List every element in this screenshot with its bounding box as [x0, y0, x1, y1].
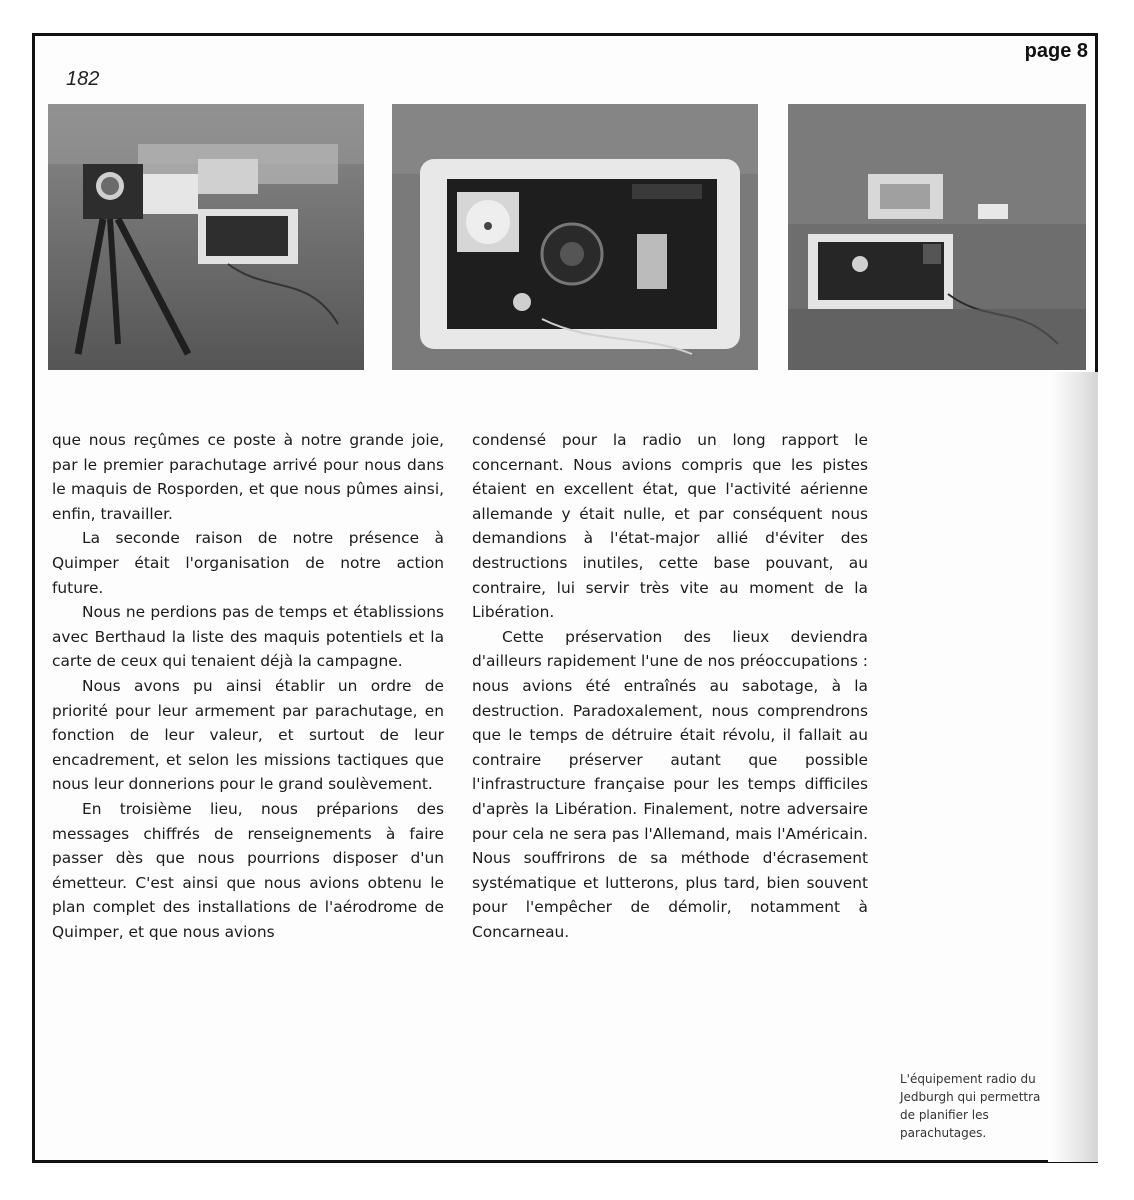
- paragraph: La seconde raison de notre présence à Quimper était l'organisation de notre action future.: [52, 529, 444, 597]
- radio-set-photo-3: [788, 104, 1086, 370]
- paragraph: que nous reçûmes ce poste à notre grande joie, par le premier parachutage arrivé pour nous dans le maquis de Rosporden, et que nous pûmes ainsi, enfin, travailler.: [52, 431, 444, 523]
- paragraph: Nous ne perdions pas de temps et établissions avec Berthaud la liste des maquis potentiels et la carte de ceux qui tenaient déjà la campagne.: [52, 603, 444, 671]
- text-column-right: [472, 428, 868, 944]
- radio-set-photo-2: [392, 104, 758, 370]
- paragraph: Cette préservation des lieux deviendra d'ailleurs rapidement l'une de nos préoccupations : nous avions été entraînés au sabotage, à la destruction. Paradoxalement, nous comprendrons que le temps de détruire était révolu, il fallait au contraire préserver autant que possible l'infrastructure française pour les temps difficiles d'après la Libération. Finalement, notre adversaire pour cela ne sera pas l'Allemand, mais l'Américain. Nous souffrirons de sa méthode d'écrasement systématique et lutterons, plus tard, bien souvent pour l'empêcher de démolir, notamment à Concarneau.: [472, 627, 868, 941]
- photo-caption: L'équipement radio du Jedburgh qui permettra de planifier les parachutages.: [900, 1072, 1041, 1140]
- paragraph: Nous avons pu ainsi établir un ordre de priorité pour leur armement par parachutage, en fonction de leur valeur, et surtout de leur encadrement, et selon les missions tactiques que nous leur donnerions pour le grand soulèvement.: [52, 676, 444, 794]
- text-column-left: [52, 428, 444, 944]
- paragraph: condensé pour la radio un long rapport le concernant. Nous avions compris que les pistes étaient en excellent état, que l'activité aérienne allemande y était nulle, et par conséquent nous demandions à l'état-major allié d'éviter des destructions inutiles, cette base pouvant, au contraire, lui servir très vite au moment de la Libération.: [472, 431, 868, 622]
- page-label: page 8: [1024, 40, 1088, 62]
- paragraph: En troisième lieu, nous préparions des messages chiffrés de renseignements à faire passer dès que nous pourrions disposer d'un émetteur. C'est ainsi que nous avions obtenu le plan complet des installations de l'aérodrome de Quimper, et que nous avions: [52, 799, 444, 941]
- page-number: 182: [66, 68, 100, 90]
- scan-shadow: [1048, 372, 1098, 1162]
- radio-set-photo-1: [48, 104, 364, 370]
